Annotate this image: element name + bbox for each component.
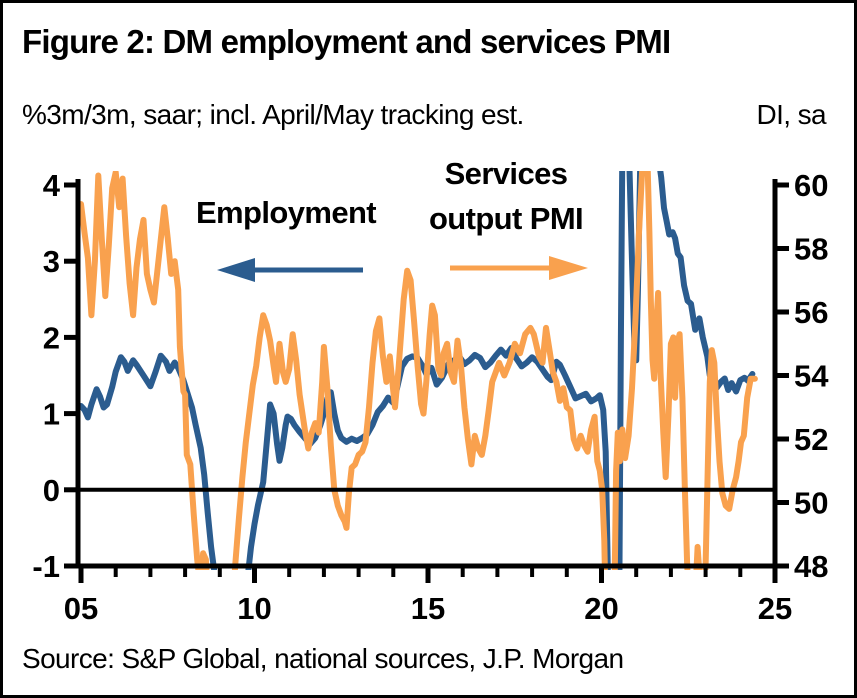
svg-text:58: 58 (794, 231, 829, 267)
services-series-label-line1: Services (444, 156, 568, 191)
services-series-label-line2: output PMI (428, 201, 584, 236)
right-axis-units-label: DI, sa (756, 99, 826, 130)
svg-text:50: 50 (794, 485, 829, 521)
source-note: Source: S&P Global, national sources, J.P. Morgan (22, 643, 624, 674)
svg-text:52: 52 (794, 422, 829, 457)
svg-text:20: 20 (584, 591, 619, 626)
svg-text:10: 10 (237, 591, 272, 626)
svg-text:48: 48 (794, 549, 829, 584)
svg-text:25: 25 (757, 591, 793, 626)
svg-text:1: 1 (42, 396, 60, 432)
employment-arrow-head (217, 258, 255, 282)
svg-text:60: 60 (794, 168, 829, 203)
svg-text:0: 0 (42, 472, 60, 508)
left-axis-units-label: %3m/3m, saar; incl. April/May tracking est. (22, 99, 524, 130)
annotation-arrows (217, 256, 588, 282)
svg-text:15: 15 (410, 591, 446, 626)
services-series-label (429, 151, 583, 241)
employment-series-label: Employment (195, 195, 377, 230)
svg-text:-1: -1 (32, 549, 60, 584)
svg-text:05: 05 (63, 591, 99, 626)
svg-text:3: 3 (42, 244, 60, 280)
svg-text:2: 2 (42, 320, 60, 356)
svg-text:54: 54 (794, 358, 829, 394)
svg-text:56: 56 (794, 295, 829, 330)
svg-text:4: 4 (42, 168, 60, 203)
figure-title: Figure 2: DM employment and services PMI (22, 23, 671, 60)
services-pmi-arrow-head (549, 256, 588, 280)
